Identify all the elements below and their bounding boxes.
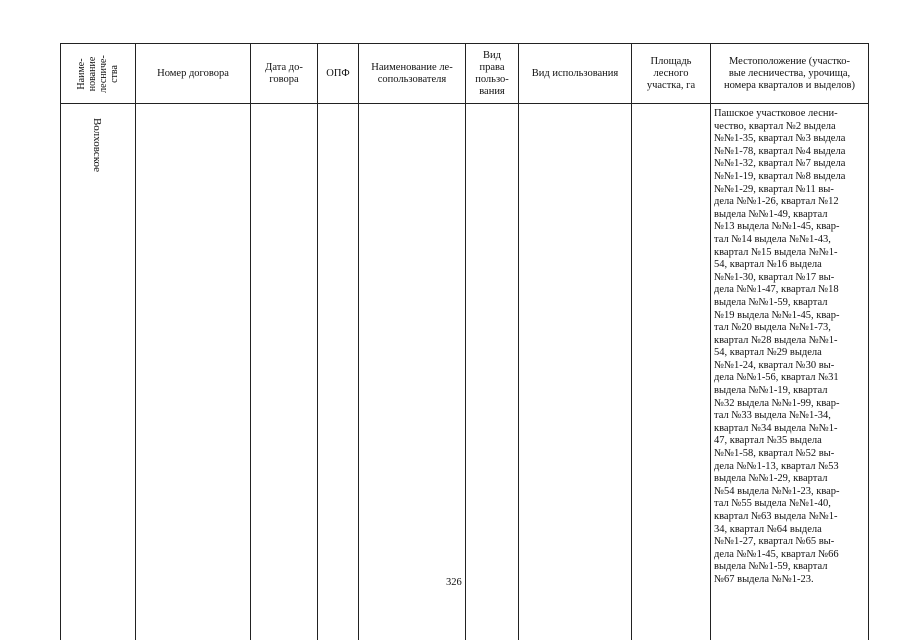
forestry-cell (82, 110, 112, 180)
header-area: Площадь лесного участка, га (646, 55, 696, 91)
col-border (317, 43, 318, 640)
header-user-name: Наименование ле- сопользователя (371, 61, 453, 85)
header-forestry (61, 44, 135, 103)
header-usage-type: Вид использования (531, 67, 619, 79)
header-location: Местоположение (участко- вые лесничества, урочища, номера кварталов и выделов) (724, 55, 855, 91)
col-border (60, 43, 61, 640)
header-bottom-border (60, 103, 868, 104)
location-cell: Пашское участковое лесни- чество, квартал №2 выдела №№1-35, квартал №3 выдела №№1-78, квартал №4 выдела №№1-32, квартал №7 выдела №№1-19, квартал №8 выдела №№1-29, квартал №11 вы- дела №№1-26, квартал №12 выдела №№1-49, квартал №13 выдела №№1-45, квар- тал №14 выдела №№1-43, квартал №15 выдела №№1- 54, квартал №16 выдела №№1-30, квартал №17 вы- дела №№1-47, квартал №18 выдела №№1-59, квартал №19 выдела №№1-45, квар- тал №20 выдела №№1-73, квартал №28 выдела №№1- 54, квартал №29 выдела №№1-24, квартал №30 вы- дела №№1-56, квартал №31 выдела №№1-19, квартал №32 выдела №№1-99, квар- тал №33 выдела №№1-34, квартал №34 выдела №№1- 47, квартал №35 выдела №№1-58, квартал №52 вы- дела №№1-13, квартал №53 выдела №№1-29, квартал №54 выдела №№1-23, квар- тал №55 выдела №№1-40, квартал №63 выдела №№1- 34, квартал №64 выдела №№1-27, квартал №65 вы- дела №№1-45, квартал №66 выдела №№1-59, квартал №67 выдела №№1-23. (714, 108, 846, 585)
header-right-type: Вид права пользо- вания (475, 49, 509, 97)
header-contract-date: Дата до- говора (265, 61, 303, 85)
col-border (358, 43, 359, 640)
header-contract-number: Номер договора (157, 67, 229, 79)
col-border (868, 43, 869, 640)
col-border (465, 43, 466, 640)
page-number: 326 (446, 577, 462, 588)
col-border (631, 43, 632, 640)
col-border (250, 43, 251, 640)
col-border (135, 43, 136, 640)
header-forestry-label: Наиме- нование лесниче- ства (76, 54, 120, 93)
col-border (710, 43, 711, 640)
col-border (518, 43, 519, 640)
forestry-name: Волховское (91, 117, 103, 173)
header-opf: ОПФ (326, 67, 350, 79)
